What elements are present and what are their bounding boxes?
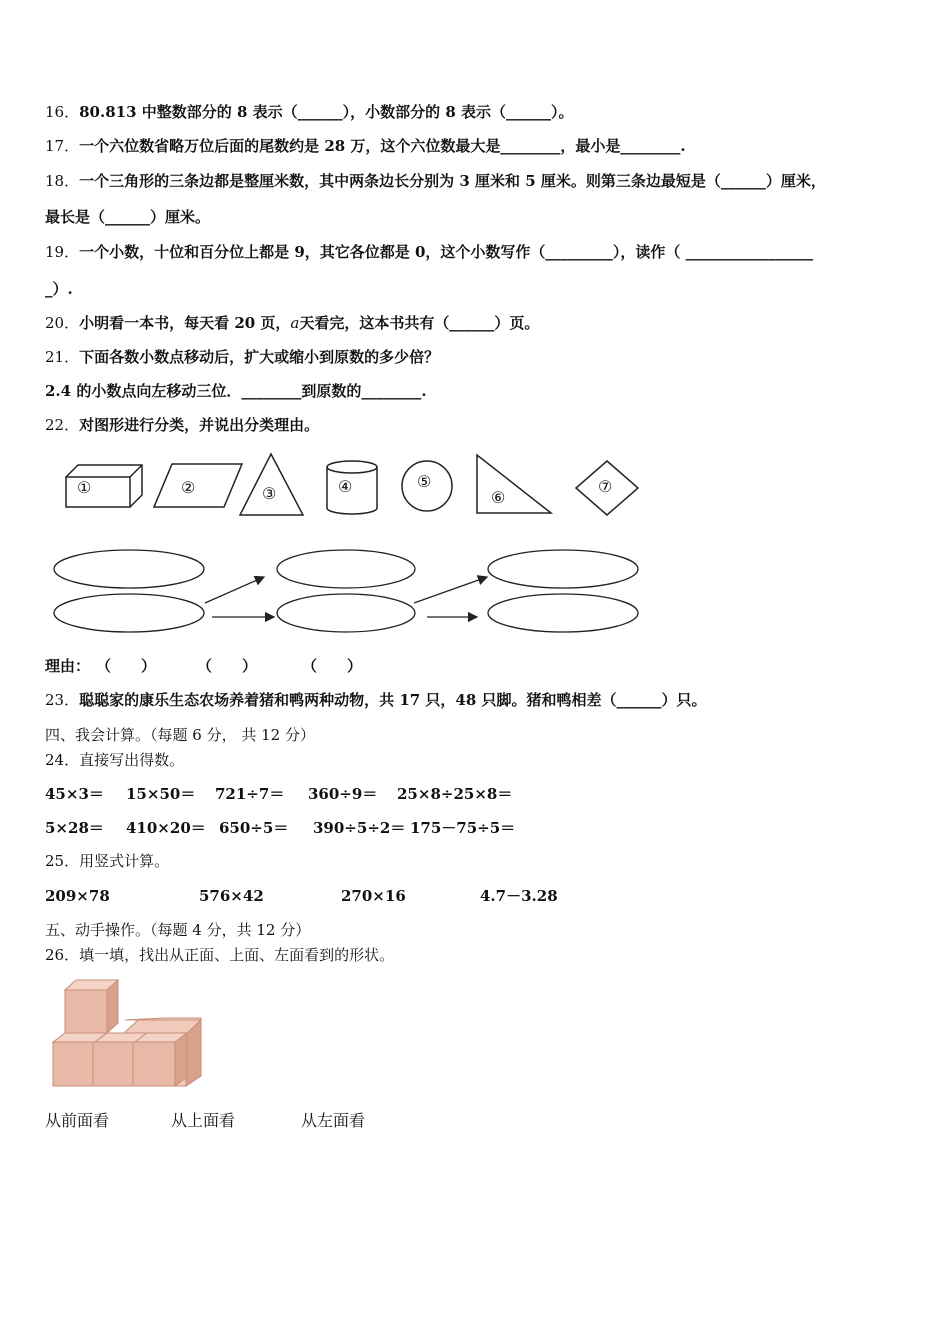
answer-oval-4[interactable] — [277, 594, 415, 632]
q24 — [45, 750, 184, 770]
cubes-figure — [48, 978, 208, 1093]
calc-2-4: 390÷5÷2＝ — [313, 819, 406, 837]
view-top-label: 从上面看 — [171, 1111, 236, 1130]
q24-text: 直接写出得数。 — [79, 751, 185, 769]
q25-num: 25． — [45, 852, 80, 870]
classification-tree — [0, 540, 950, 640]
reason-blank-2[interactable]: （ ） — [197, 657, 258, 675]
answer-oval-2[interactable] — [54, 594, 204, 632]
q20-num: 20． — [45, 314, 80, 332]
q21-sub: 2.4 的小数点向左移动三位．________到原数的________. — [45, 382, 427, 400]
reason-blank-1[interactable]: （ ） — [96, 657, 157, 675]
q18-line1 — [45, 171, 826, 191]
q20-before: 小明看一本书，每天看 20 页， — [79, 314, 291, 332]
calc-1-4: 360÷9＝ — [308, 785, 378, 803]
q26 — [45, 945, 394, 965]
q21-text: 下面各数小数点移动后，扩大或缩小到原数的多少倍？ — [79, 348, 440, 366]
shape-label-7: ⑦ — [598, 477, 613, 496]
section-5-heading: 五、动手操作。（每题 4 分，共 12 分） — [45, 921, 311, 939]
q16 — [45, 102, 574, 122]
q19-line2: _）. — [45, 280, 73, 298]
shape-label-2: ② — [181, 478, 196, 497]
calc-2-5: 175－75÷5＝ — [410, 819, 516, 837]
q23-num: 23． — [45, 691, 80, 709]
q17 — [45, 136, 686, 156]
vertical-calc-1: 209×78 — [45, 887, 110, 905]
q17-num: 17． — [45, 137, 80, 155]
q19-num: 19． — [45, 243, 80, 261]
q25 — [45, 851, 169, 871]
shape-label-4: ④ — [338, 477, 353, 496]
q18-num: 18． — [45, 172, 80, 190]
q19-line1 — [45, 242, 813, 262]
q20 — [45, 313, 539, 333]
q18-line2: 最长是（______）厘米。 — [45, 208, 211, 226]
q23 — [45, 690, 707, 710]
reason-label: 理由： — [45, 657, 91, 675]
view-front-label: 从前面看 — [45, 1111, 110, 1130]
calc-1-5: 25×8÷25×8＝ — [397, 785, 513, 803]
q18-text-1: 一个三角形的三条边都是整厘米数，其中两条边长分别为 3 厘米和 5 厘米。则第三条边最短是（______）厘米， — [79, 172, 826, 190]
q23-text: 聪聪家的康乐生态农场养着猪和鸭两种动物，共 17 只，48 只脚。猪和鸭相差（______）只。 — [79, 691, 707, 709]
q22 — [45, 415, 319, 435]
q17-text: 一个六位数省略万位后面的尾数约是 28 万，这个六位数最大是________，最小是________. — [79, 137, 686, 155]
right-triangle-shape — [477, 455, 551, 513]
shape-label-1: ① — [77, 478, 92, 497]
shape-label-3: ③ — [262, 484, 277, 503]
arrow-3 — [414, 577, 487, 603]
calc-2-1: 5×28＝ — [45, 819, 104, 837]
answer-oval-3[interactable] — [277, 550, 415, 588]
shape-label-5: ⑤ — [417, 472, 432, 491]
q22-num: 22． — [45, 416, 80, 434]
calc-2-2: 410×20＝ — [126, 819, 206, 837]
arrow-1 — [205, 577, 264, 603]
q19-text-1: 一个小数，十位和百分位上都是 9，其它各位都是 0，这个小数写作（_________），读作（ _________________ — [79, 243, 814, 261]
shapes-figure — [0, 450, 950, 525]
q24-num: 24． — [45, 751, 80, 769]
vertical-calc-2: 576×42 — [199, 887, 264, 905]
q26-num: 26． — [45, 946, 80, 964]
q25-text: 用竖式计算。 — [79, 852, 170, 870]
view-left-label: 从左面看 — [301, 1111, 366, 1130]
calc-1-2: 15×50＝ — [126, 785, 196, 803]
q21 — [45, 347, 439, 367]
answer-oval-6[interactable] — [488, 594, 638, 632]
reason-blank-3[interactable]: （ ） — [302, 657, 363, 675]
parallelogram-shape — [154, 464, 242, 507]
calc-1-1: 45×3＝ — [45, 785, 104, 803]
section-4-heading: 四、我会计算。（每题 6 分， 共 12 分） — [45, 726, 315, 744]
shape-label-6: ⑥ — [491, 488, 506, 507]
q22-text: 对图形进行分类，并说出分类理由。 — [79, 416, 320, 434]
q26-text: 填一填，找出从正面、上面、左面看到的形状。 — [79, 946, 395, 964]
q20-variable: a — [290, 314, 300, 332]
q16-num: 16． — [45, 103, 80, 121]
vertical-calc-3: 270×16 — [341, 887, 406, 905]
q20-after: 天看完，这本书共有（______）页。 — [299, 314, 540, 332]
q16-text: 80.813 中整数部分的 8 表示（______），小数部分的 8 表示（______）。 — [79, 103, 574, 121]
calc-1-3: 721÷7＝ — [215, 785, 285, 803]
calc-2-3: 650÷5＝ — [219, 819, 289, 837]
q21-num: 21． — [45, 348, 80, 366]
vertical-calc-4: 4.7－3.28 — [480, 887, 558, 905]
answer-oval-1[interactable] — [54, 550, 204, 588]
answer-oval-5[interactable] — [488, 550, 638, 588]
